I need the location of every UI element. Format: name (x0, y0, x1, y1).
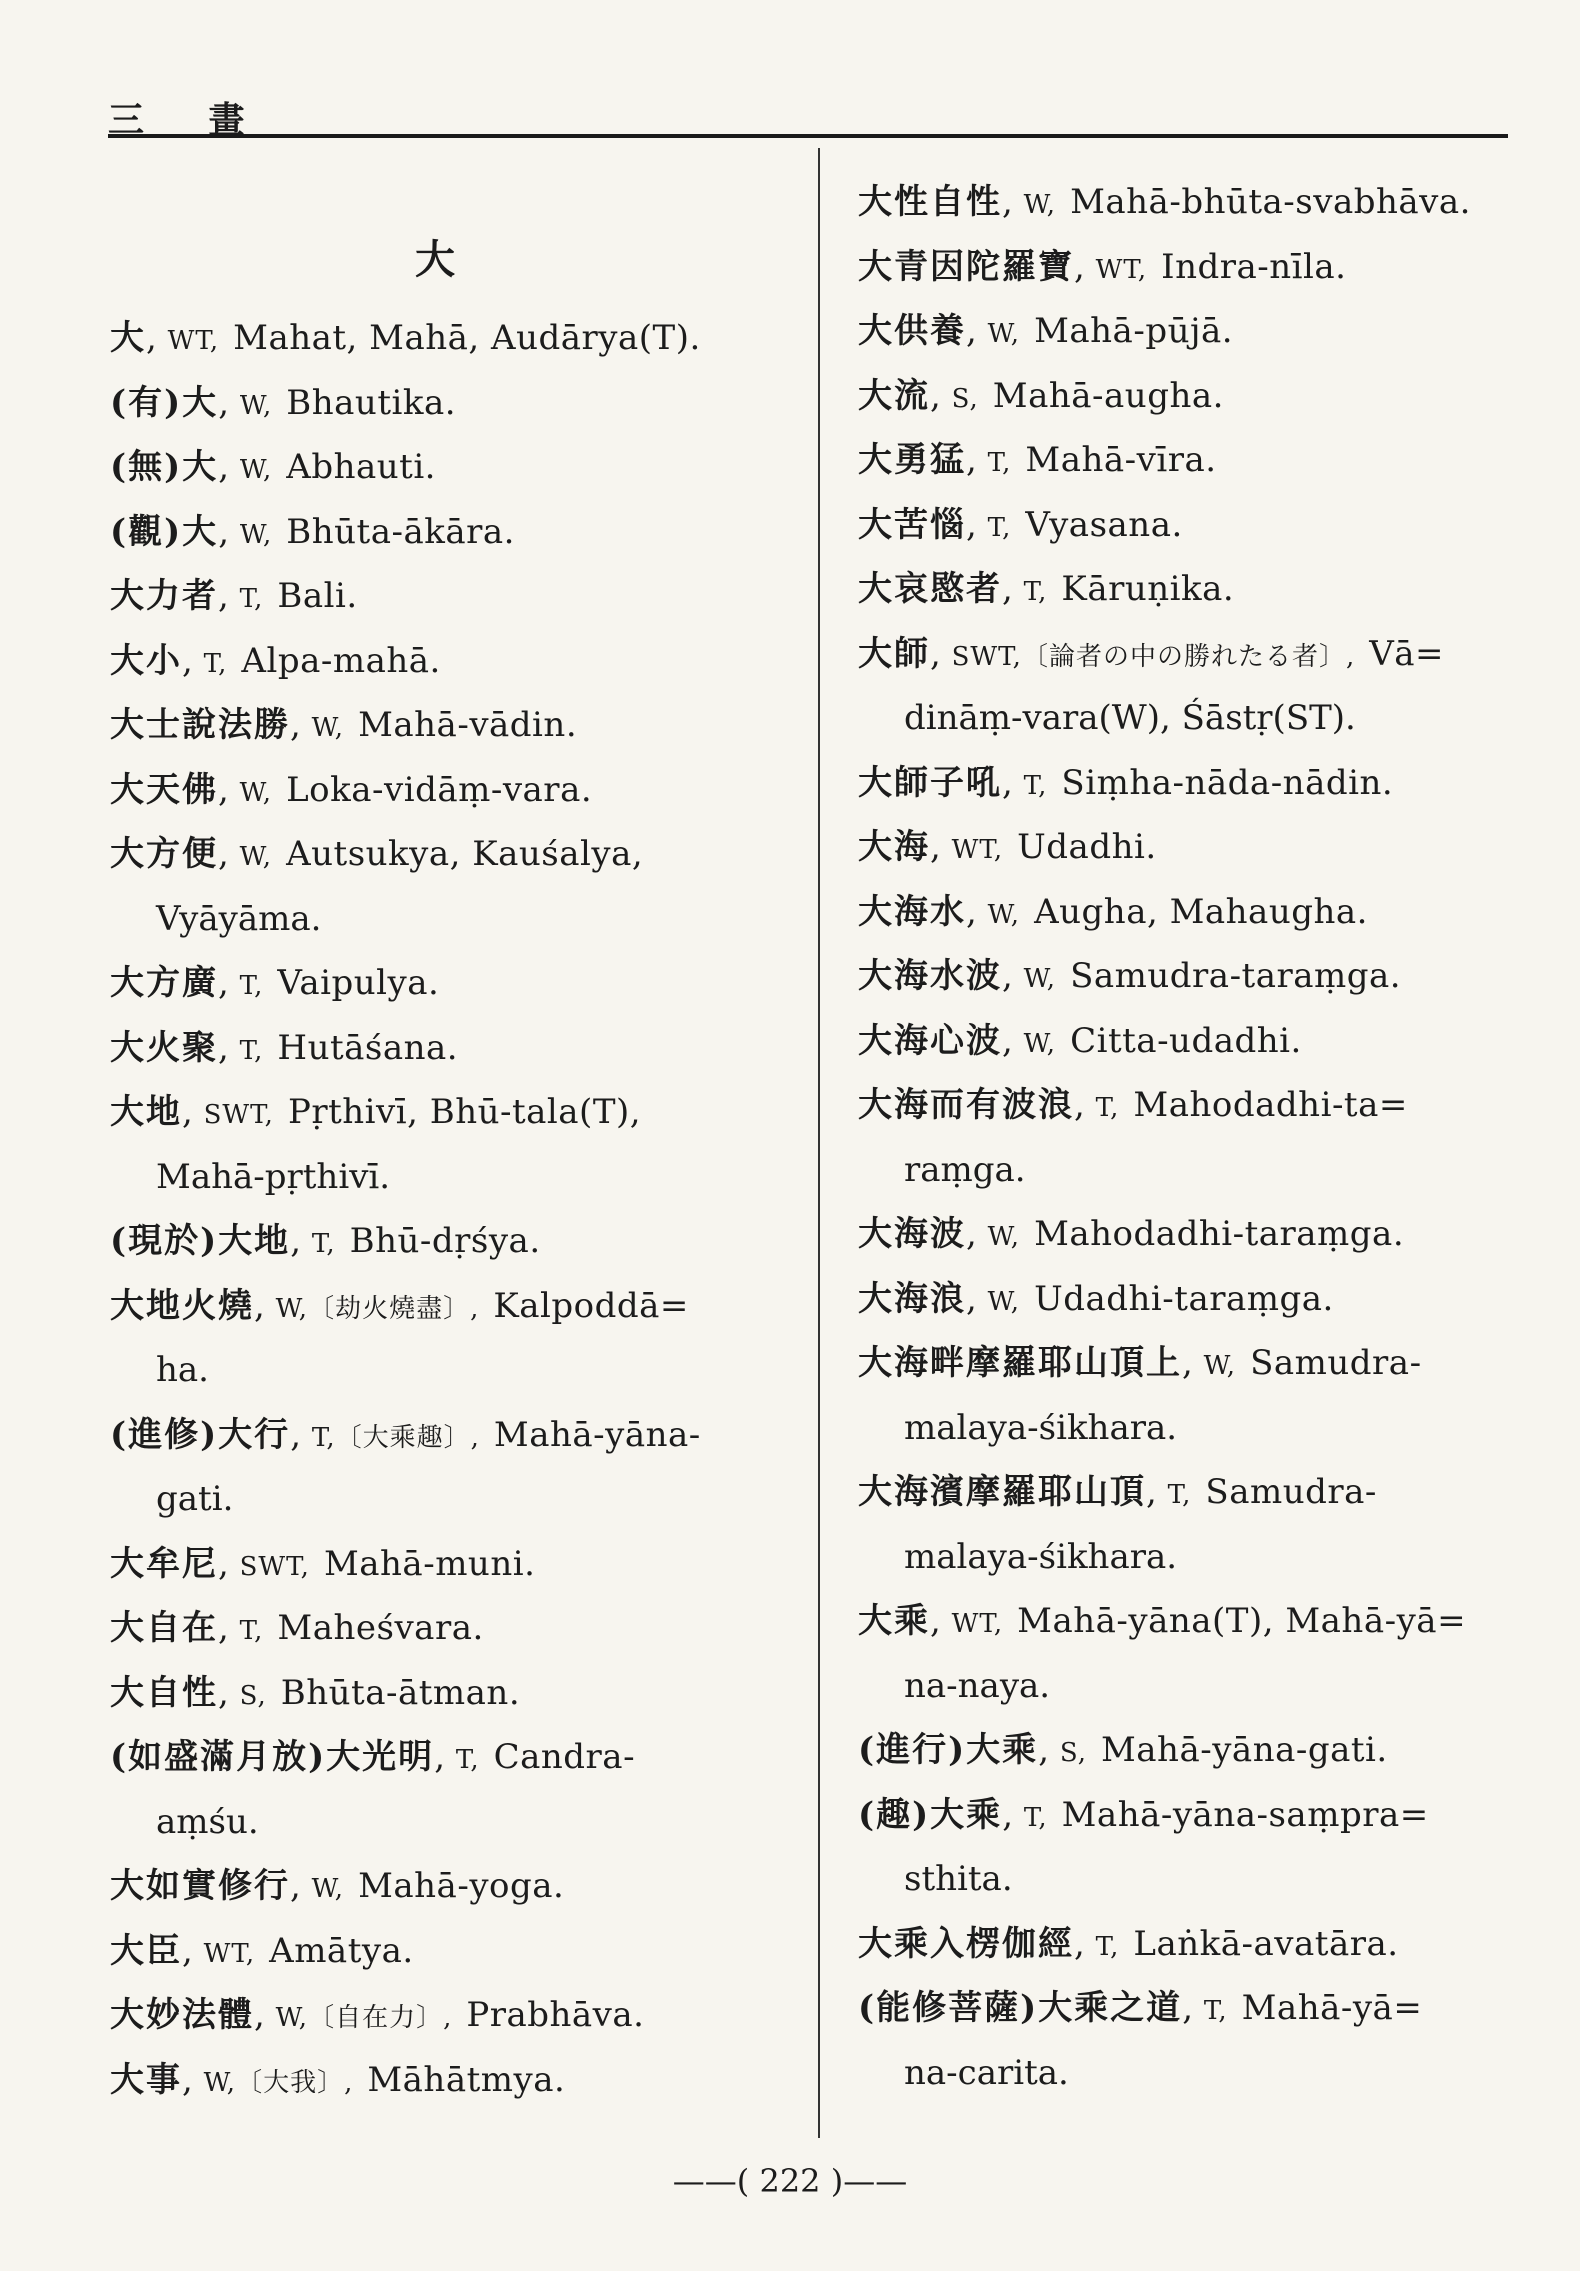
entry-sanskrit: Kāruṇika. (1061, 569, 1235, 609)
dictionary-entry: (有)大, W, Bhautika. (110, 382, 457, 423)
entry-source-tag: T,〔大乘趣〕, (311, 1422, 480, 1453)
entry-continuation: Vyāyāma. (156, 898, 322, 939)
entry-sanskrit: Mahā-yāna(T), Mahā-yā= (1017, 1601, 1467, 1641)
entry-source-tag: T, (1023, 577, 1048, 607)
entry-headword: (觀)大 (110, 511, 219, 552)
dictionary-entry: 大海波, W, Mahodadhi-taraṃga. (858, 1214, 1405, 1254)
entry-source-tag: W, (311, 713, 345, 743)
entry-sanskrit: Bhūta-ātman. (280, 1672, 521, 1713)
entry-headword: (無)大 (110, 447, 219, 487)
entry-source-tag: WT, (167, 326, 220, 356)
dictionary-entry: 大乘, WT, Mahā-yāna(T), Mahā-yā= (858, 1601, 1467, 1641)
entry-headword: 大如實修行 (110, 1866, 290, 1906)
entry-source-tag: W,〔自在力〕, (275, 2003, 453, 2033)
entry-headword: (趣)大乘 (858, 1794, 1003, 1835)
entry-headword: 大海水波 (858, 956, 1002, 996)
entry-continuation: na-naya. (904, 1665, 1051, 1706)
dictionary-entry: 大方便, W, Autsukya, Kauśalya, (110, 834, 644, 874)
entry-source-tag: T, (203, 648, 228, 679)
entry-source-tag: W, (239, 519, 273, 550)
entry-headword: 大流 (858, 375, 930, 416)
dictionary-entry: 大海畔摩羅耶山頂上, W, Samudra- (858, 1343, 1422, 1383)
entry-sanskrit: Bhūta-ākāra. (286, 511, 515, 552)
entry-headword: (進修)大行 (110, 1414, 291, 1455)
entry-continuation: raṃga. (904, 1149, 1026, 1190)
entry-source-tag: W, (239, 842, 273, 872)
entry-sanskrit: Hutāśana. (277, 1027, 459, 1068)
dictionary-entry: 大流, S, Mahā-augha. (858, 375, 1224, 416)
entry-sanskrit: Udadhi. (1017, 827, 1157, 867)
dictionary-entry: 大海, WT, Udadhi. (858, 827, 1157, 867)
entry-headword: (進行)大乘 (858, 1730, 1039, 1770)
entry-source-tag: W, (1203, 1351, 1237, 1381)
entry-sanskrit: Laṅkā-avatāra. (1133, 1923, 1399, 1964)
entry-sanskrit: Autsukya, Kauśalya, (286, 834, 644, 874)
dictionary-entry: 大海心波, W, Citta-udadhi. (858, 1020, 1302, 1061)
entry-source-tag: W, (311, 1874, 345, 1904)
dictionary-entry: (進行)大乘, S, Mahā-yāna-gati. (858, 1730, 1388, 1770)
entry-source-tag: T, (239, 584, 264, 614)
section-title: 大 (415, 236, 455, 283)
entry-source-tag: W, (987, 899, 1021, 930)
entry-source-tag: T, (1095, 1931, 1120, 1962)
entry-source-tag: W, (239, 390, 273, 421)
dictionary-entry: 大小, T, Alpa-mahā. (110, 640, 441, 681)
entry-source-tag: W,〔大我〕, (203, 2067, 354, 2098)
entry-source-tag: W, (987, 319, 1021, 349)
entry-headword: 大海水 (858, 891, 966, 932)
entry-source-tag: W, (987, 1286, 1021, 1317)
entry-sanskrit: Bali. (277, 576, 358, 616)
entry-source-tag: T, (987, 512, 1012, 543)
dictionary-entry: 大青因陀羅寶, WT, Indra-nīla. (858, 246, 1347, 287)
entry-headword: 大事 (110, 2059, 182, 2100)
dictionary-entry: 大牟尼, SWT, Mahā-muni. (110, 1543, 536, 1584)
entry-continuation: dināṃ-vara(W), Śāstṛ(ST). (904, 698, 1356, 738)
entry-sanskrit: Mahā-yā= (1241, 1988, 1423, 2028)
entry-sanskrit: Māhātmya. (367, 2059, 566, 2100)
entry-headword: 大地 (110, 1092, 182, 1132)
entry-headword: 大苦惱 (858, 504, 966, 545)
dictionary-entry: 大乘入楞伽經, T, Laṅkā-avatāra. (858, 1923, 1399, 1964)
dictionary-entry: 大自性, S, Bhūta-ātman. (110, 1672, 521, 1713)
entry-sanskrit: Citta-udadhi. (1070, 1020, 1302, 1061)
entry-sanskrit: Samudra- (1205, 1472, 1377, 1512)
dictionary-entry: 大供養, W, Mahā-pūjā. (858, 311, 1234, 351)
entry-source-tag: T, (455, 1745, 480, 1775)
dictionary-entry: 大力者, T, Bali. (110, 576, 358, 616)
dictionary-entry: 大師子吼, T, Siṃha-nāda-nādin. (858, 762, 1394, 803)
entry-sanskrit: Mahodadhi-ta= (1133, 1085, 1408, 1125)
dictionary-entry: 大海而有波浪, T, Mahodadhi-ta= (858, 1085, 1408, 1125)
entry-headword: 大火聚 (110, 1027, 218, 1068)
entry-source-tag: W, (1023, 964, 1057, 994)
entry-sanskrit: Mahat, Mahā, Audārya(T). (233, 318, 701, 358)
entry-source-tag: WT, (951, 835, 1004, 865)
entry-headword: 大小 (110, 640, 182, 681)
dictionary-entry: 大火聚, T, Hutāśana. (110, 1027, 459, 1068)
entry-sanskrit: Kalpoddā= (493, 1285, 689, 1326)
entry-sanskrit: Alpa-mahā. (241, 640, 441, 681)
entry-sanskrit: Vyasana. (1025, 504, 1183, 545)
entry-headword: 大牟尼 (110, 1543, 218, 1584)
entry-source-tag: T, (239, 1616, 264, 1646)
entry-headword: 大乘入楞伽經 (858, 1923, 1074, 1964)
entry-continuation: Mahā-pṛthivī. (156, 1156, 391, 1197)
entry-source-tag: T, (239, 971, 264, 1001)
entry-headword: 大方便 (110, 834, 218, 874)
dictionary-entry: 大勇猛, T, Mahā-vīra. (858, 440, 1217, 480)
entry-source-tag: T, (239, 1035, 264, 1066)
entry-source-tag: W, (239, 455, 273, 485)
entry-source-tag: W,〔劫火燒盡〕, (275, 1293, 480, 1324)
entry-headword: 大勇猛 (858, 440, 966, 480)
dictionary-entry: 大海浪, W, Udadhi-taraṃga. (858, 1278, 1334, 1319)
dictionary-entry: 大海水波, W, Samudra-taraṃga. (858, 956, 1402, 996)
entry-headword: 大海波 (858, 1214, 966, 1254)
entry-headword: 大海畔摩羅耶山頂上 (858, 1343, 1182, 1383)
entry-headword: 大士說法勝 (110, 705, 290, 745)
entry-source-tag: SWT, (203, 1100, 274, 1130)
entry-source-tag: W, (1023, 1028, 1057, 1059)
dictionary-entry: 大士說法勝, W, Mahā-vādin. (110, 705, 578, 745)
page-number: ——( 222 )—— (672, 2162, 908, 2200)
dictionary-entry: 大性自性, W, Mahā-bhūta-svabhāva. (858, 182, 1471, 222)
entry-sanskrit: Bhū-dṛśya. (349, 1221, 541, 1261)
dictionary-entry: 大苦惱, T, Vyasana. (858, 504, 1183, 545)
entry-headword: 大師 (858, 633, 930, 674)
entry-sanskrit: Mahā-pūjā. (1034, 311, 1234, 351)
entry-sanskrit: Mahā-vīra. (1025, 440, 1217, 480)
entry-source-tag: T, (1023, 1802, 1048, 1833)
dictionary-entry: (能修菩薩)大乘之道, T, Mahā-yā= (858, 1988, 1423, 2028)
entry-continuation: malaya-śikhara. (904, 1407, 1178, 1448)
entry-headword: 大妙法體 (110, 1995, 254, 2035)
dictionary-entry: 大事, W,〔大我〕, Māhātmya. (110, 2059, 566, 2100)
entry-sanskrit: Samudra- (1250, 1343, 1422, 1383)
entry-source-tag: WT, (951, 1609, 1004, 1639)
dictionary-entry: (無)大, W, Abhauti. (110, 447, 436, 487)
page-header: 三 畫 (108, 99, 271, 141)
entry-headword: (有)大 (110, 382, 219, 423)
entry-headword: 大供養 (858, 311, 966, 351)
dictionary-entry: 大臣, WT, Amātya. (110, 1930, 414, 1971)
dictionary-entry: 大地火燒, W,〔劫火燒盡〕, Kalpoddā= (110, 1285, 689, 1326)
entry-source-tag: T, (1203, 1996, 1228, 2026)
dictionary-entry: 大地, SWT, Pṛthivī, Bhū-tala(T), (110, 1092, 642, 1132)
entry-source-tag: SWT, (239, 1551, 310, 1582)
entry-headword: 大自在 (110, 1608, 218, 1648)
entry-continuation: na-carita. (904, 2052, 1069, 2093)
dictionary-entry: (觀)大, W, Bhūta-ākāra. (110, 511, 515, 552)
dictionary-entry: (進修)大行, T,〔大乘趣〕, Mahā-yāna- (110, 1414, 701, 1455)
entry-source-tag: T, (311, 1229, 336, 1259)
entry-sanskrit: Maheśvara. (277, 1608, 484, 1648)
header-rule (108, 134, 1508, 138)
entry-headword: 大自性 (110, 1672, 218, 1713)
entry-source-tag: W, (987, 1222, 1021, 1252)
dictionary-entry: (趣)大乘, T, Mahā-yāna-saṃpra= (858, 1794, 1429, 1835)
entry-sanskrit: Indra-nīla. (1161, 246, 1347, 287)
entry-headword: 大地火燒 (110, 1285, 254, 1326)
entry-sanskrit: Mahā-yoga. (358, 1866, 565, 1906)
entry-sanskrit: Loka-vidāṃ-vara. (286, 769, 593, 810)
entry-headword: 大哀愍者 (858, 569, 1002, 609)
entry-sanskrit: Pṛthivī, Bhū-tala(T), (287, 1092, 642, 1132)
entry-sanskrit: Candra- (493, 1737, 636, 1777)
entry-headword: (現於)大地 (110, 1221, 291, 1261)
entry-sanskrit: Mahā-vādin. (358, 705, 578, 745)
dictionary-entry: (現於)大地, T, Bhū-dṛśya. (110, 1221, 541, 1261)
entry-sanskrit: Augha, Mahaugha. (1034, 891, 1368, 932)
entry-headword: 大海 (858, 827, 930, 867)
entry-sanskrit: Bhautika. (286, 382, 457, 423)
dictionary-entry: (如盛滿月放)大光明, T, Candra- (110, 1737, 636, 1777)
entry-sanskrit: Vaipulya. (277, 963, 440, 1003)
entry-source-tag: W, (239, 777, 273, 808)
entry-source-tag: S, (1059, 1738, 1087, 1768)
entry-sanskrit: Mahā-yāna-gati. (1100, 1730, 1388, 1770)
dictionary-entry: 大哀愍者, T, Kāruṇika. (858, 569, 1235, 609)
entry-source-tag: WT, (203, 1938, 256, 1969)
entry-sanskrit: Siṃha-nāda-nādin. (1061, 762, 1394, 803)
entry-continuation: sthita. (904, 1859, 1013, 1899)
entry-headword: (如盛滿月放)大光明 (110, 1737, 435, 1777)
dictionary-entry: 大師, SWT,〔論者の中の勝れたる者〕, Vā= (858, 633, 1445, 674)
entry-source-tag: S, (951, 383, 979, 414)
dictionary-entry: 大方廣, T, Vaipulya. (110, 963, 440, 1003)
entry-headword: 大 (110, 318, 146, 358)
entry-sanskrit: Mahā-bhūta-svabhāva. (1070, 182, 1471, 222)
dictionary-entry: 大自在, T, Maheśvara. (110, 1608, 484, 1648)
entry-headword: 大性自性 (858, 182, 1002, 222)
dictionary-entry: 大如實修行, W, Mahā-yoga. (110, 1866, 565, 1906)
entry-continuation: gati. (156, 1479, 234, 1519)
entry-headword: 大海濱摩羅耶山頂 (858, 1472, 1146, 1512)
entry-sanskrit: Mahā-muni. (323, 1543, 536, 1584)
entry-sanskrit: Mahā-augha. (992, 375, 1224, 416)
entry-headword: 大力者 (110, 576, 218, 616)
entry-headword: 大青因陀羅寶 (858, 246, 1074, 287)
entry-sanskrit: Amātya. (269, 1930, 414, 1971)
entry-source-tag: T, (1167, 1480, 1192, 1510)
entry-source-tag: SWT,〔論者の中の勝れたる者〕, (951, 641, 1356, 672)
entry-headword: 大海而有波浪 (858, 1085, 1074, 1125)
entry-source-tag: T, (1023, 770, 1048, 801)
entry-headword: 大海心波 (858, 1020, 1002, 1061)
dictionary-entry: 大海水, W, Augha, Mahaugha. (858, 891, 1368, 932)
entry-source-tag: W, (1023, 190, 1057, 220)
entry-headword: 大臣 (110, 1930, 182, 1971)
entry-headword: 大師子吼 (858, 762, 1002, 803)
entry-headword: 大方廣 (110, 963, 218, 1003)
entry-headword: 大乘 (858, 1601, 930, 1641)
entry-source-tag: WT, (1095, 254, 1148, 285)
dictionary-entry: 大妙法體, W,〔自在力〕, Prabhāva. (110, 1995, 645, 2035)
entry-headword: (能修菩薩)大乘之道 (858, 1988, 1183, 2028)
entry-sanskrit: Samudra-taraṃga. (1070, 956, 1402, 996)
entry-source-tag: S, (239, 1680, 267, 1711)
entry-headword: 大天佛 (110, 769, 218, 810)
entry-sanskrit: Abhauti. (286, 447, 436, 487)
entry-continuation: aṃśu. (156, 1801, 259, 1842)
entry-sanskrit: Mahodadhi-taraṃga. (1034, 1214, 1405, 1254)
column-divider (818, 148, 820, 2138)
entry-source-tag: T, (987, 448, 1012, 478)
entry-headword: 大海浪 (858, 1278, 966, 1319)
entry-sanskrit: Mahā-yāna-saṃpra= (1061, 1794, 1429, 1835)
entry-sanskrit: Prabhāva. (466, 1995, 645, 2035)
dictionary-entry: 大海濱摩羅耶山頂, T, Samudra- (858, 1472, 1377, 1512)
entry-sanskrit: Mahā-yāna- (493, 1414, 701, 1455)
dictionary-entry: 大天佛, W, Loka-vidāṃ-vara. (110, 769, 593, 810)
entry-sanskrit: Vā= (1369, 633, 1445, 674)
entry-continuation: ha. (156, 1350, 209, 1390)
dictionary-entry: 大, WT, Mahat, Mahā, Audārya(T). (110, 318, 701, 358)
entry-source-tag: T, (1095, 1093, 1120, 1123)
entry-continuation: malaya-śikhara. (904, 1536, 1178, 1577)
entry-sanskrit: Udadhi-taraṃga. (1034, 1278, 1334, 1319)
